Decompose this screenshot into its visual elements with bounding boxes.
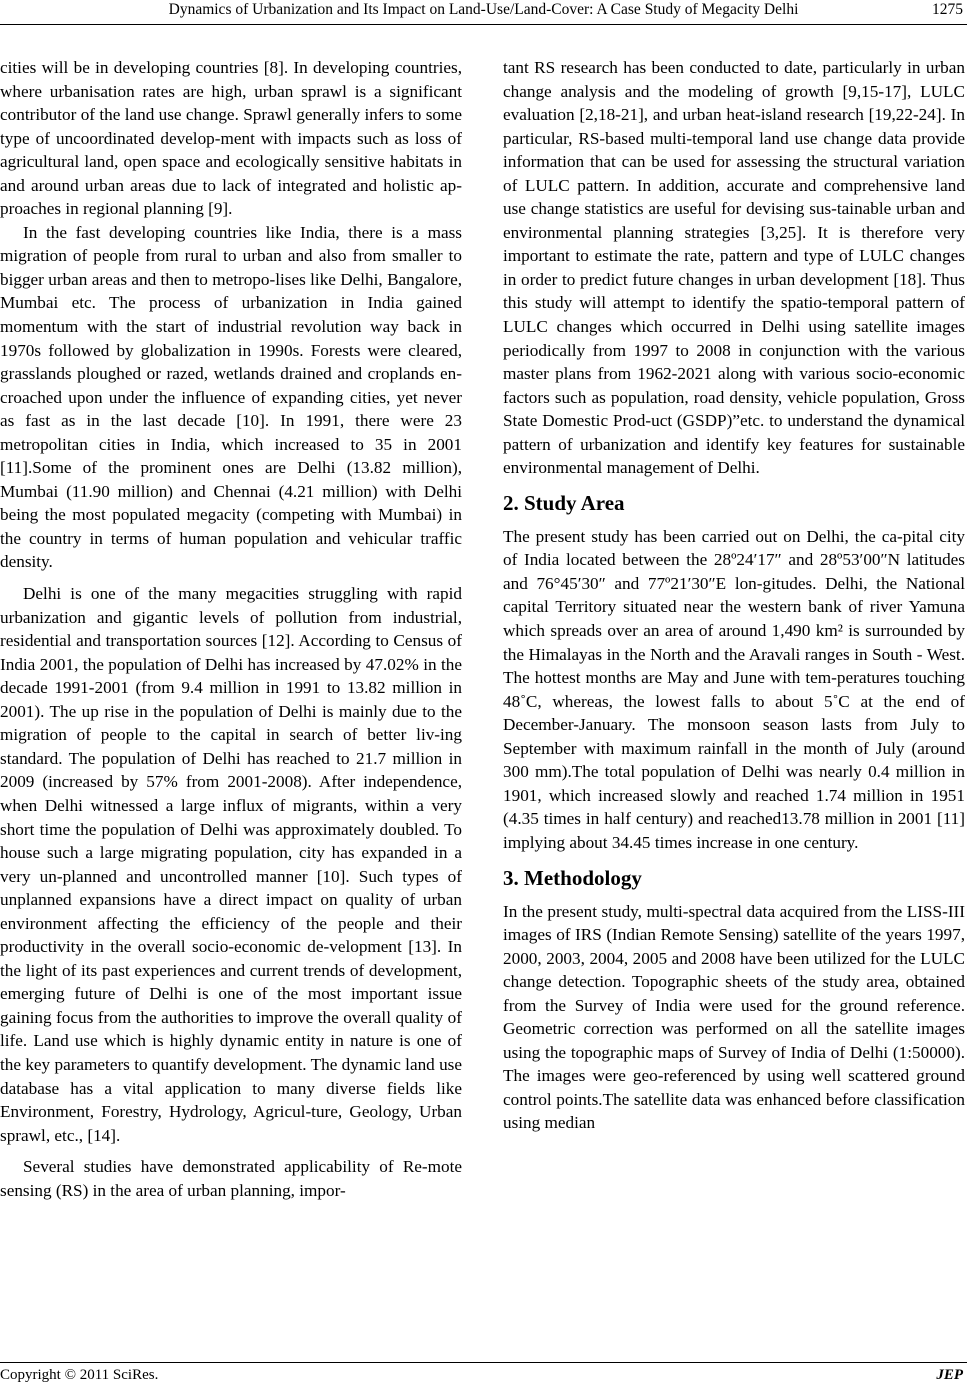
section-heading-methodology: 3. Methodology [503,865,642,890]
right-column [503,56,965,1135]
paragraph: tant RS research has been conducted to date, particularly in urban change analysis and the modeling of growth [9,15-17], LULC evaluation [2,18-21], and urban heat-island research [19,22-24]. In particular, RS-based multi-temporal land use change data provide information that can be used for assessing the structural variation of LULC pattern. In addition, accurate and comprehensive land use change statistics are useful for devising sus-tainable urban and environmental planning strategies [3,25]. It is therefore very important to estimate the rate, pattern and type of LULC changes in order to predict future changes in urban development [18]. Thus this study will attempt to identify the spatio-temporal pattern of LULC changes which occurred in Delhi using satellite images periodically from 1997 to 2008 in conjunction with the various master plans from 1962-2021 along with various socio-economic factors such as population, road density, vehicle population, Gross State Domestic Prod-uct (GSDP)”etc. to understand the dynamical pattern of urbanization and identify key features for sustainable environmental management of Delhi. [503,58,965,478]
section-heading-study-area: 2. Study Area [503,490,625,515]
header-rule [0,24,967,25]
running-header-title: Dynamics of Urbanization and Its Impact on Land-Use/Land-Cover: A Case Study of Megacity Delhi [168,1,799,18]
left-column [0,56,462,1202]
copyright-notice: Copyright © 2011 SciRes. [0,1367,159,1383]
paragraph: cities will be in developing countries [8]. In developing countries, where urbanisation rates are high, urban sprawl is a significant contributor of the land use change. Sprawl generally infers to some type of uncoordinated develop-ment with impacts such as loss of agricultural land, open space and ecologically sensitive habitats in and around urban areas due to lack of integrated and holistic ap-proaches in regional planning [9]. [0,58,462,219]
paragraph: In the present study, multi-spectral data acquired from the LISS-III images of IRS (Indian Remote Sensing) satellite of the years 1997, 2000, 2003, 2004, 2005 and 2008 have been utilized for the LULC change detection. Topographic sheets of the study area, obtained from the Survey of India were used for the ground reference. Geometric correction was performed on all the satellite images using the topographic maps of Survey of India of Delhi (1:50000). The images were geo-referenced by using well scattered ground control points.The satellite data was enhanced before classification using median [503,901,965,1133]
paragraph: Several studies have demonstrated applicability of Re-mote sensing (RS) in the area of urban planning, impor- [0,1157,462,1200]
page-number: 1275 [932,1,963,18]
paragraph: In the fast developing countries like India, there is a mass migration of people from rural to urban and also from smaller to bigger urban areas and then to metropo-lises like Delhi, Bangalore, Mumbai etc. The process of urbanization in India gained momentum with the start of industrial revolution way back in 1970s followed by globalization in 1990s. Forests were cleared, grasslands ploughed or razed, wetlands drained and croplands en-croached upon under the influence of expanding cities, yet never as fast as in the last decade [10]. In 1991, there were 23 metropolitan cities in India, which increased to 35 in 2001 [11].Some of the prominent ones are Delhi (13.82 million), Mumbai (11.90 million) and Chennai (4.21 million) with Delhi being the most populated megacity (competing with Mumbai) in the country in terms of human population and vehicular traffic density. [0,222,462,572]
paragraph: Delhi is one of the many megacities struggling with rapid urbanization and gigantic levels of pollution from industrial, residential and transportation sources [12]. According to Census of India 2001, the population of Delhi has increased by 47.02% in the decade 1991-2001 (from 9.4 million in 1991 to 13.82 million in 2001). The up rise in the population of Delhi is mainly due to the migration of people to the capital in search of better liv-ing standard. The population of Delhi has reached to 21.7 million in 2009 (increased by 57% from 2001-2008). After independence, when Delhi witnessed a large influx of migrants, within a very short time the population of Delhi was approximately doubled. To house such a large migrating population, city has expanded in a very un-planned and uncontrolled manner [10]. Such types of unplanned expansions have a direct impact on quality of urban environment affecting the efficiency of the people and their productivity in the overall socio-economic de-velopment [13]. In the light of its past experiences and current trends of development, emerging future of Delhi is one of the most important issue gaining focus from the authorities to improve the overall quality of life. Land use which is highly dynamic entity in nature is one of the key parameters to quantify development. The dynamic land use database has a vital application to many diverse fields like Environment, Forestry, Hydrology, Agricul-ture, Geology, Urban sprawl, etc., [14]. [0,584,462,1145]
journal-abbreviation: JEP [936,1367,963,1383]
paragraph: The present study has been carried out on Delhi, the ca-pital city of India located between the 28º24′17″ and 28º53′00″N latitudes and 76°45′30″ and 77º21′30″E lon-gitudes. Delhi, the National capital Territory situated near the western bank of river Yamuna which spreads over an area of around 1,490 km² is surrounded by the Himalayas in the North and the Aravali ranges in South - West. The hottest months are May and June with tem-peratures touching 48˚C, whereas, the lowest falls to about 5˚C at the end of December-January. The monsoon season lasts from July to September with maximum rainfall in the month of July (around 300 mm).The total population of Delhi was nearly 0.4 million in 1901, which increased slowly and reached 1.74 million in 1951 (4.35 times in half century) and reached13.78 million in 2001 [11] implying about 34.45 times increase in one century. [503,526,965,852]
footer-rule [0,1362,967,1363]
